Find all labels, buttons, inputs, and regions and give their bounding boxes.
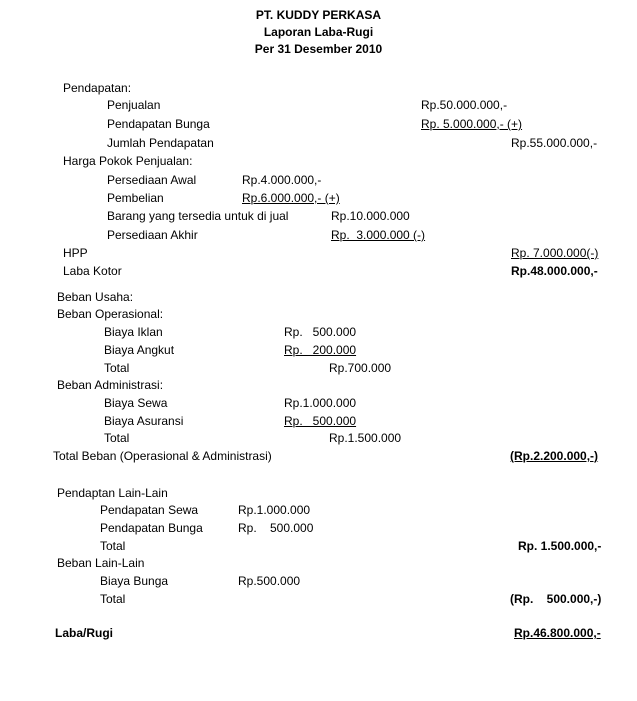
- beban-usaha-heading: Beban Usaha:: [57, 290, 134, 304]
- laba-rugi-value: Rp.46.800.000,-: [514, 626, 601, 640]
- beban-lain-total-value: (Rp. 500.000,-): [510, 592, 602, 606]
- biaya-asuransi-value: Rp. 500.000: [284, 414, 357, 428]
- hpp-label: HPP: [63, 246, 88, 260]
- penjualan-label: Penjualan: [107, 98, 161, 112]
- total-beban-value: (Rp.2.200.000,-): [510, 449, 599, 463]
- biaya-iklan-value: Rp. 500.000: [284, 325, 357, 339]
- pendapatan-bunga-lain-value: Rp. 500.000: [238, 521, 314, 535]
- pendapatan-sewa-label: Pendapatan Sewa: [100, 503, 199, 517]
- biaya-bunga-value: Rp.500.000: [238, 574, 301, 588]
- pembelian-label: Pembelian: [107, 191, 164, 205]
- pend-lain-total-value: Rp. 1.500.000,-: [518, 539, 602, 553]
- pendapatan-bunga-label: Pendapatan Bunga: [107, 117, 210, 131]
- laba-rugi-label: Laba/Rugi: [55, 626, 114, 640]
- company-name: PT. KUDDY PERKASA: [255, 8, 382, 22]
- persediaan-akhir-value: Rp. 3.000.000 (-): [331, 228, 426, 242]
- barang-tersedia-label: Barang yang tersedia untuk di jual: [107, 209, 289, 223]
- pendapatan-bunga-lain-label: Pendapatan Bunga: [100, 521, 203, 535]
- beban-administrasi-heading: Beban Administrasi:: [57, 378, 164, 392]
- biaya-asuransi-label: Biaya Asuransi: [104, 414, 184, 428]
- hpp-value: Rp. 7.000.000(-): [511, 246, 599, 260]
- pendapatan-sewa-value: Rp.1.000.000: [238, 503, 311, 517]
- pendapatan-heading: Pendapatan:: [63, 81, 132, 95]
- pembelian-value: Rp.6.000.000,- (+): [242, 191, 340, 205]
- hpp-heading: Harga Pokok Penjualan:: [63, 154, 193, 168]
- beban-lain-heading: Beban Lain-Lain: [57, 556, 145, 570]
- report-period: Per 31 Desember 2010: [254, 42, 383, 56]
- biaya-sewa-value: Rp.1.000.000: [284, 396, 357, 410]
- report-title: Laporan Laba-Rugi: [263, 25, 374, 39]
- op-total-value: Rp.700.000: [329, 361, 392, 375]
- pend-lain-total-label: Total: [100, 539, 126, 553]
- adm-total-value: Rp.1.500.000: [329, 431, 402, 445]
- persediaan-akhir-label: Persediaan Akhir: [107, 228, 198, 242]
- biaya-bunga-label: Biaya Bunga: [100, 574, 169, 588]
- barang-tersedia-value: Rp.10.000.000: [331, 209, 410, 223]
- laba-kotor-value: Rp.48.000.000,-: [511, 264, 598, 278]
- op-total-label: Total: [104, 361, 130, 375]
- jumlah-pendapatan-value: Rp.55.000.000,-: [511, 136, 598, 150]
- biaya-angkut-value: Rp. 200.000: [284, 343, 357, 357]
- biaya-iklan-label: Biaya Iklan: [104, 325, 163, 339]
- jumlah-pendapatan-label: Jumlah Pendapatan: [107, 136, 214, 150]
- persediaan-awal-value: Rp.4.000.000,-: [242, 173, 322, 187]
- laba-kotor-label: Laba Kotor: [63, 264, 122, 278]
- biaya-sewa-label: Biaya Sewa: [104, 396, 168, 410]
- persediaan-awal-label: Persediaan Awal: [107, 173, 197, 187]
- penjualan-value: Rp.50.000.000,-: [421, 98, 508, 112]
- biaya-angkut-label: Biaya Angkut: [104, 343, 175, 357]
- total-beban-label: Total Beban (Operasional & Administrasi): [53, 449, 272, 463]
- pendapatan-lain-heading: Pendaptan Lain-Lain: [57, 486, 168, 500]
- beban-lain-total-label: Total: [100, 592, 126, 606]
- adm-total-label: Total: [104, 431, 130, 445]
- pendapatan-bunga-value: Rp. 5.000.000,- (+): [421, 117, 523, 131]
- beban-operasional-heading: Beban Operasional:: [57, 307, 164, 321]
